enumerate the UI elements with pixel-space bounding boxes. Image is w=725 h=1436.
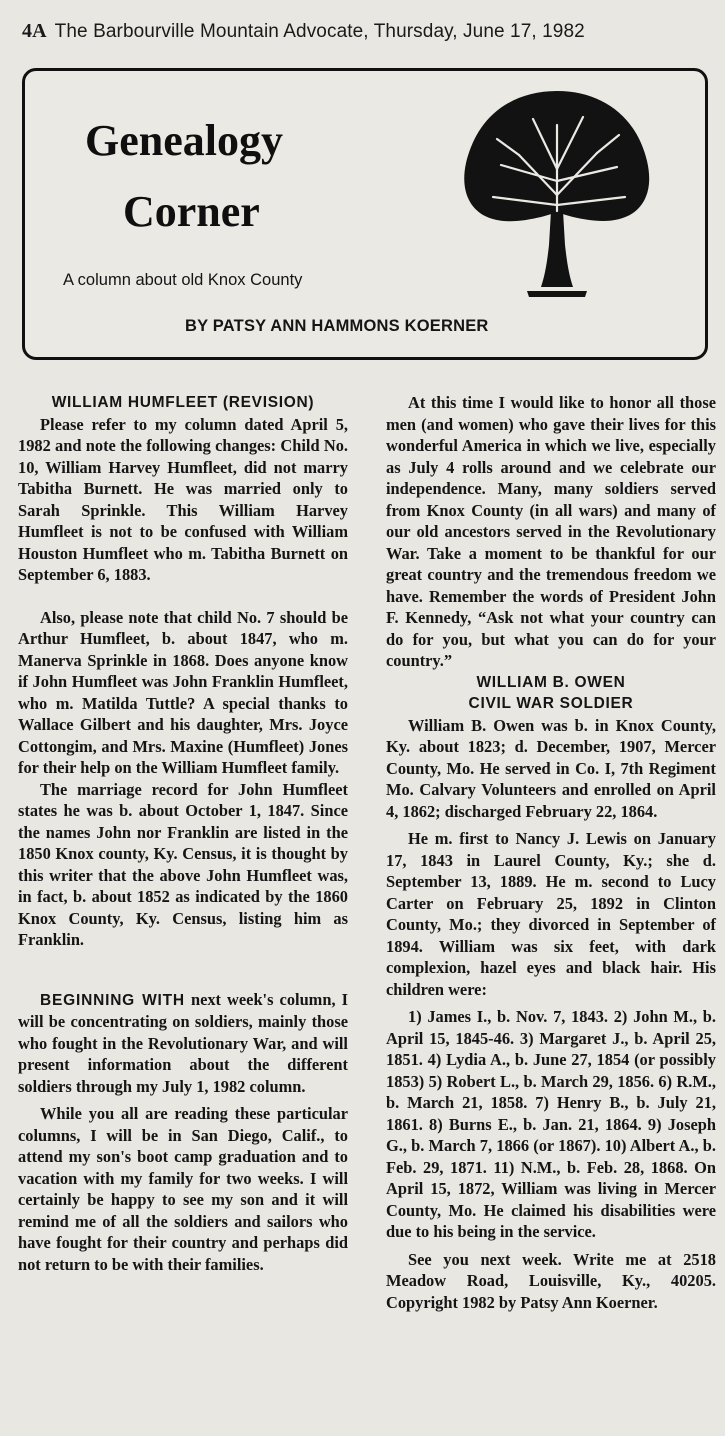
dateline	[22, 20, 712, 43]
byline: BY PATSY ANN HAMMONS KOERNER	[185, 317, 489, 335]
column-title-line2: Corner	[123, 187, 260, 236]
page-number: 4A	[22, 20, 47, 42]
right-paragraph-2: William B. Owen was b. in Knox County, Ky. about 1823; d. December, 1907, Mercer County, Mo. He served in Co. I, 7th Regiment Mo. Calvary Volunteers and enrolled on April 4, 1862; discharged February 22, 1864.	[386, 715, 716, 821]
publication-line: The Barbourville Mountain Advocate, Thursday, June 17, 1982	[54, 21, 585, 42]
left-column	[18, 392, 348, 1275]
left-paragraph-4-body: next week's column, I will be concentrating on soldiers, mainly those who fought in the Revolutionary War, and will present information about the different soldiers through my July 1, 1982 column.	[18, 989, 348, 1096]
right-paragraph-4: 1) James I., b. Nov. 7, 1843. 2) John M., b. April 15, 1845-46. 3) Margaret J., b. April 25, 1851. 4) Lydia A., b. June 27, 1854 (or possibly 1853) 5) Robert L., b. March 29, 1856. 6) R.M., b. March 21, 1858. 7) Henry B., b. July 21, 1861. 8) Burns E., b. Jan. 21, 1864. 9) Joseph G., b. March 7, 1866 (or 1867). 10) Albert A., b. Feb. 29, 1871. 11) N.M., b. Feb. 28, 1868. On April 15, 1872, William was living in Mercer County, Mo. He claimed his disabilities were due to his being in the service.	[386, 1007, 716, 1241]
column-title-line1: Genealogy	[85, 116, 283, 165]
heading-civil-war-soldier: CIVIL WAR SOLDIER	[468, 695, 634, 712]
right-paragraph-5: See you next week. Write me at 2518 Meadow Road, Louisville, Ky., 40205. Copyright 1982 by Patsy Ann Koerner.	[386, 1249, 716, 1312]
right-paragraph-1: At this time I would like to honor all those men (and women) who gave their lives for this wonderful America in which we live, especially as July 4 rolls around and we celebrate our independence. Many, many soldiers served from Knox County (in all wars) and many of our old ancestors served in the Revolutionary War. Take a moment to be thankful for our great country and the tremendous freedom we have. Remember the words of President John F. Kennedy, “Ask not what your country can do for you, but what you can do for your country.”	[386, 393, 716, 670]
left-paragraph-4	[18, 989, 348, 1098]
left-paragraph-3: The marriage record for John Humfleet states he was b. about October 1, 1847. Since the names John nor Franklin are listed in the 1850 Knox county, Ky. Census, it is thought by this writer that the above John Humfleet was, in fact, b. about 1852 as indicated by the 1860 Knox County, Ky. Census, listing him as Franklin.	[18, 779, 348, 949]
left-paragraph-2: Also, please note that child No. 7 should be Arthur Humfleet, b. about 1847, who m. Manerva Sprinkle in 1868. Does anyone know if John Humfleet was John Franklin Humfleet, who m. Matilda Tuttle? A special thanks to Wallace Gilbert and his daughter, Mrs. Joyce Cottongim, and Mrs. Maxine (Humfleet) Jones for their help on the William Humfleet family.	[18, 607, 348, 777]
lead-in-text: BEGINNING WITH	[40, 991, 185, 1009]
left-paragraph-1: Please refer to my column dated April 5, 1982 and note the following changes: Child No. 10, William Harvey Humfleet, did not marry Tabitha Burnett. He was married only to Sarah Sprinkle. This William Harvey Humfleet is not to be confused with William Houston Humfleet who m. Tabitha Burnett on September 6, 1883.	[18, 414, 348, 584]
column-header-box	[22, 68, 708, 360]
tree-icon	[457, 85, 657, 303]
column-subtitle: A column about old Knox County	[63, 271, 303, 289]
right-column	[386, 392, 716, 1313]
heading-william-owen: WILLIAM B. OWEN	[476, 673, 626, 691]
right-paragraph-3: He m. first to Nancy J. Lewis on January 17, 1843 in Laurel County, Ky.; she d. September 13, 1889. He m. second to Lucy Carter on February 25, 1892 in Clinton County, Mo.; they divorced in September of 1894. William was six feet, with dark complexion, hazel eyes and black hair. His children were:	[386, 829, 716, 999]
left-paragraph-5: While you all are reading these particular columns, I will be in San Diego, Calif., to attend my son's boot camp graduation and to vacation with my family for two weeks. I will certainly be happy to see my son and it will remind me of all the soldiers and sailors who have fought for their country and perhaps did not return to be with their families.	[18, 1104, 348, 1274]
heading-william-humfleet: WILLIAM HUMFLEET (REVISION)	[51, 394, 315, 411]
